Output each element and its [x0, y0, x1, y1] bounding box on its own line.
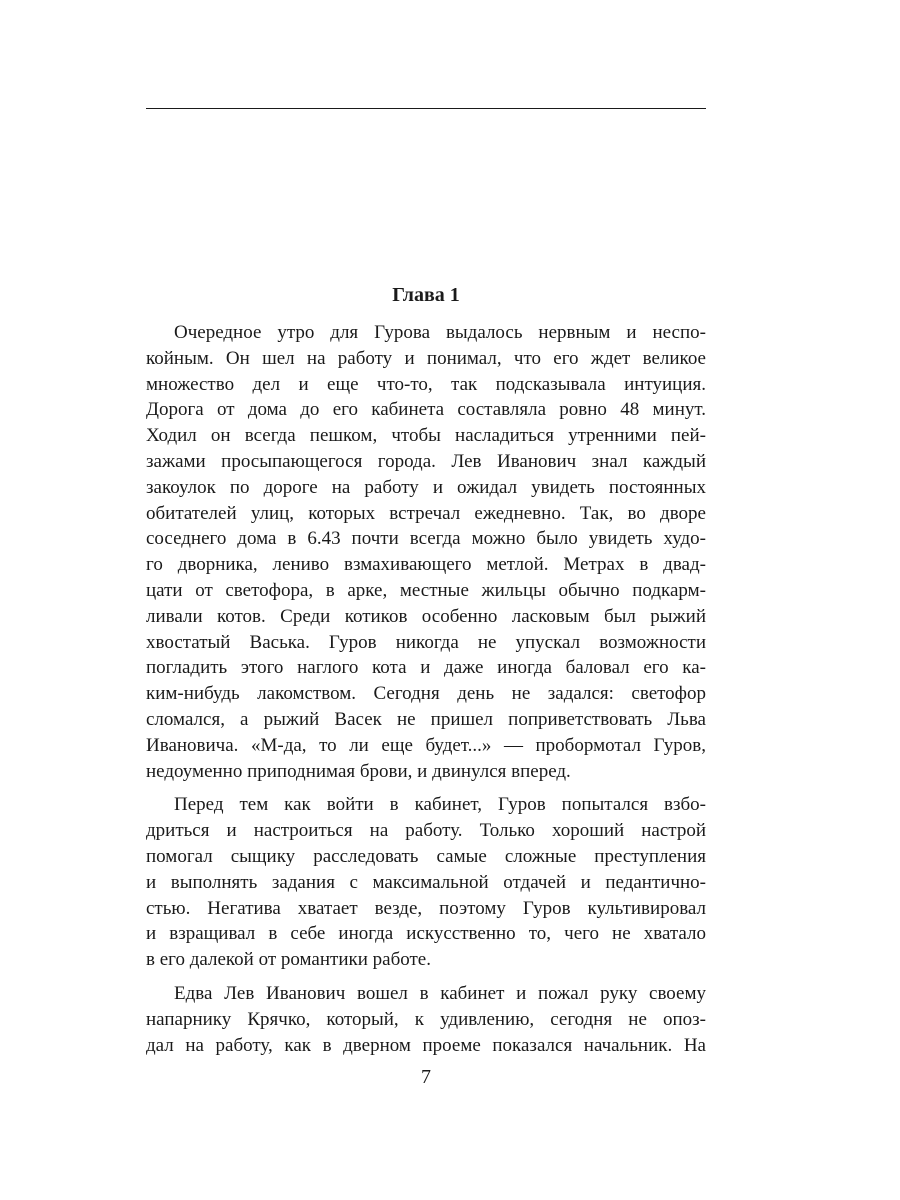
text-line: дриться и настроиться на работу. Только хороший настрой — [146, 820, 706, 842]
paragraph — [146, 320, 706, 784]
text-line: соседнего дома в 6.43 почти всегда можно было увидеть худо- — [146, 528, 706, 550]
text-line: хвостатый Васька. Гуров никогда не упускал возможности — [146, 631, 706, 653]
text-line: стью. Негатива хватает везде, поэтому Гуров культивировал — [146, 897, 706, 919]
text-line: закоулок по дороге на работу и ожидал увидеть постоянных — [146, 476, 706, 498]
text-line: Ивановича. «М-да, то ли еще будет...» — пробормотал Гуров, — [146, 734, 706, 756]
text-line: дал на работу, как в дверном проеме показался начальник. На — [146, 1034, 706, 1056]
paragraph — [146, 792, 706, 973]
text-line: Перед тем как войти в кабинет, Гуров попытался взбо- — [174, 794, 706, 816]
text-line: зажами просыпающегося города. Лев Иванович знал каждый — [146, 450, 706, 472]
text-line: цати от светофора, в арке, местные жильцы обычно подкарм- — [146, 579, 706, 601]
text-line: Очередное утро для Гурова выдалось нервным и неспо- — [174, 322, 706, 343]
paragraph — [146, 981, 706, 1058]
text-line: ким-нибудь лакомством. Сегодня день не задался: светофор — [146, 683, 706, 705]
page-number: 7 — [421, 1066, 431, 1088]
text-line: Дорога от дома до его кабинета составляла ровно 48 минут. — [146, 399, 706, 421]
paragraph-gap — [146, 973, 706, 981]
header-rule — [146, 108, 706, 109]
paragraph-gap — [146, 784, 706, 792]
text-line: го дворника, лениво взмахивающего метлой. Метрах в двад- — [146, 554, 706, 576]
text-line: погладить этого наглого кота и даже иногда баловал его ка- — [146, 657, 706, 679]
text-line: и взращивал в себе иногда искусственно то, чего не хватало — [146, 923, 706, 945]
text-line: ливали котов. Среди котиков особенно ласковым был рыжий — [146, 605, 706, 627]
text-line: Едва Лев Иванович вошел в кабинет и пожал руку своему — [174, 982, 706, 1004]
text-line: койным. Он шел на работу и понимал, что его ждет великое — [146, 347, 706, 369]
text-line: Ходил он всегда пешком, чтобы насладиться утренними пей- — [146, 425, 706, 447]
body-text — [146, 320, 706, 1058]
text-line: обитателей улиц, которых встречал ежедневно. Так, во дворе — [146, 502, 706, 524]
text-line: недоуменно приподнимая брови, и двинулся вперед. — [146, 760, 571, 782]
text-line: и выполнять задания с максимальной отдачей и педантично- — [146, 871, 706, 893]
text-line: напарнику Крячко, который, к удивлению, сегодня не опоз- — [146, 1008, 706, 1030]
text-line: в его далекой от романтики работе. — [146, 949, 431, 971]
text-line: помогал сыщику расследовать самые сложные преступления — [146, 845, 706, 867]
text-line: сломался, а рыжий Васек не пришел поприветствовать Льва — [146, 708, 706, 730]
chapter-title: Глава 1 — [392, 284, 460, 306]
text-line: множество дел и еще что-то, так подсказывала интуиция. — [146, 373, 706, 395]
